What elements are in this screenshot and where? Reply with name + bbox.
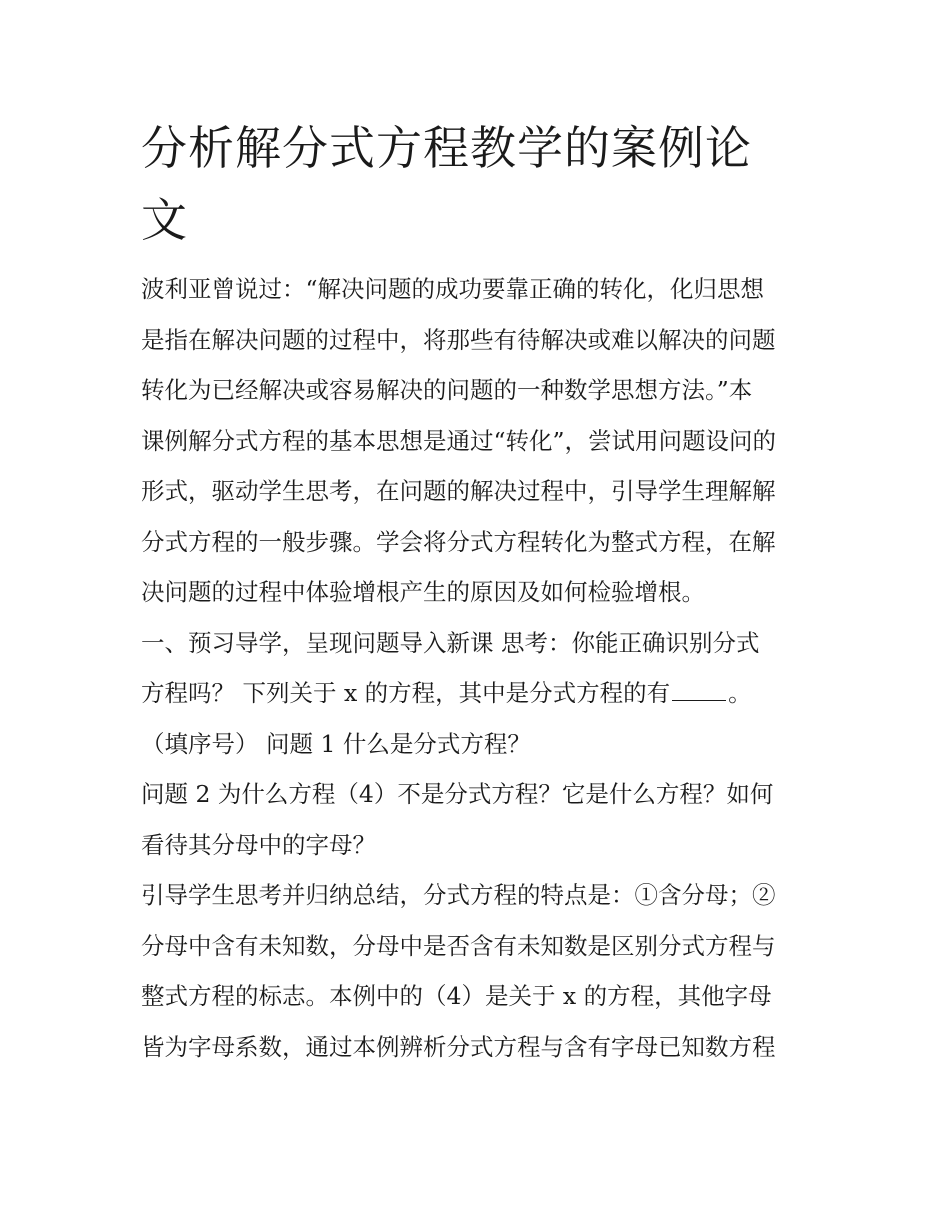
document-body	[141, 112, 813, 1072]
text-line: 波利亚曾说过：“解决问题的成功要靠正确的转化，化归思想	[141, 275, 765, 303]
paragraph-question-two	[141, 769, 813, 870]
text-line: 转化为已经解决或容易解决的问题的一种数学思想方法。”本	[141, 376, 753, 404]
text-line: 分母中含有未知数，分母中是否含有未知数是区别分式方程与	[141, 931, 776, 960]
title-line: 分析解分式方程教学的案例论	[141, 121, 752, 175]
paragraph-intro	[141, 264, 813, 618]
text-line: 引导学生思考并归纳总结，分式方程的特点是：①含分母；②	[141, 881, 776, 909]
text-line: 一、预习导学，呈现问题导入新课 思考：你能正确识别分式	[141, 628, 760, 657]
paragraph-section-one	[141, 618, 813, 770]
text-line: 看待其分母中的字母？	[141, 830, 376, 859]
text-line: 决问题的过程中体验增根产生的原因及如何检验增根。	[141, 578, 705, 606]
text-line: 问题 2 为什么方程（4）不是分式方程？它是什么方程？如何	[141, 780, 774, 808]
text-line	[141, 668, 813, 719]
text-line: 整式方程的标志。本例中的（4）是关于 x 的方程，其他字母	[141, 982, 772, 1010]
text-line: （填序号） 问题 1 什么是分式方程？	[141, 729, 531, 758]
text-segment: 方程吗？ 下列关于 x 的方程，其中是分式方程的有	[141, 679, 671, 707]
text-line: 是指在解决问题的过程中，将那些有待解决或难以解决的问题	[141, 325, 776, 354]
paragraph-summary	[141, 870, 813, 1072]
text-line: 皆为字母系数，通过本例辨析分式方程与含有字母已知数方程	[141, 1032, 776, 1061]
text-line: 课例解分式方程的基本思想是通过“转化”，尝试用问题设问的	[141, 426, 777, 455]
document-title	[141, 112, 813, 256]
text-line: 分式方程的一般步骤。学会将分式方程转化为整式方程，在解	[141, 527, 776, 556]
answer-blank	[672, 680, 726, 701]
title-line: 文	[141, 193, 188, 247]
text-line: 形式，驱动学生思考，在问题的解决过程中，引导学生理解解	[141, 477, 776, 505]
text-segment: 。	[728, 679, 752, 707]
